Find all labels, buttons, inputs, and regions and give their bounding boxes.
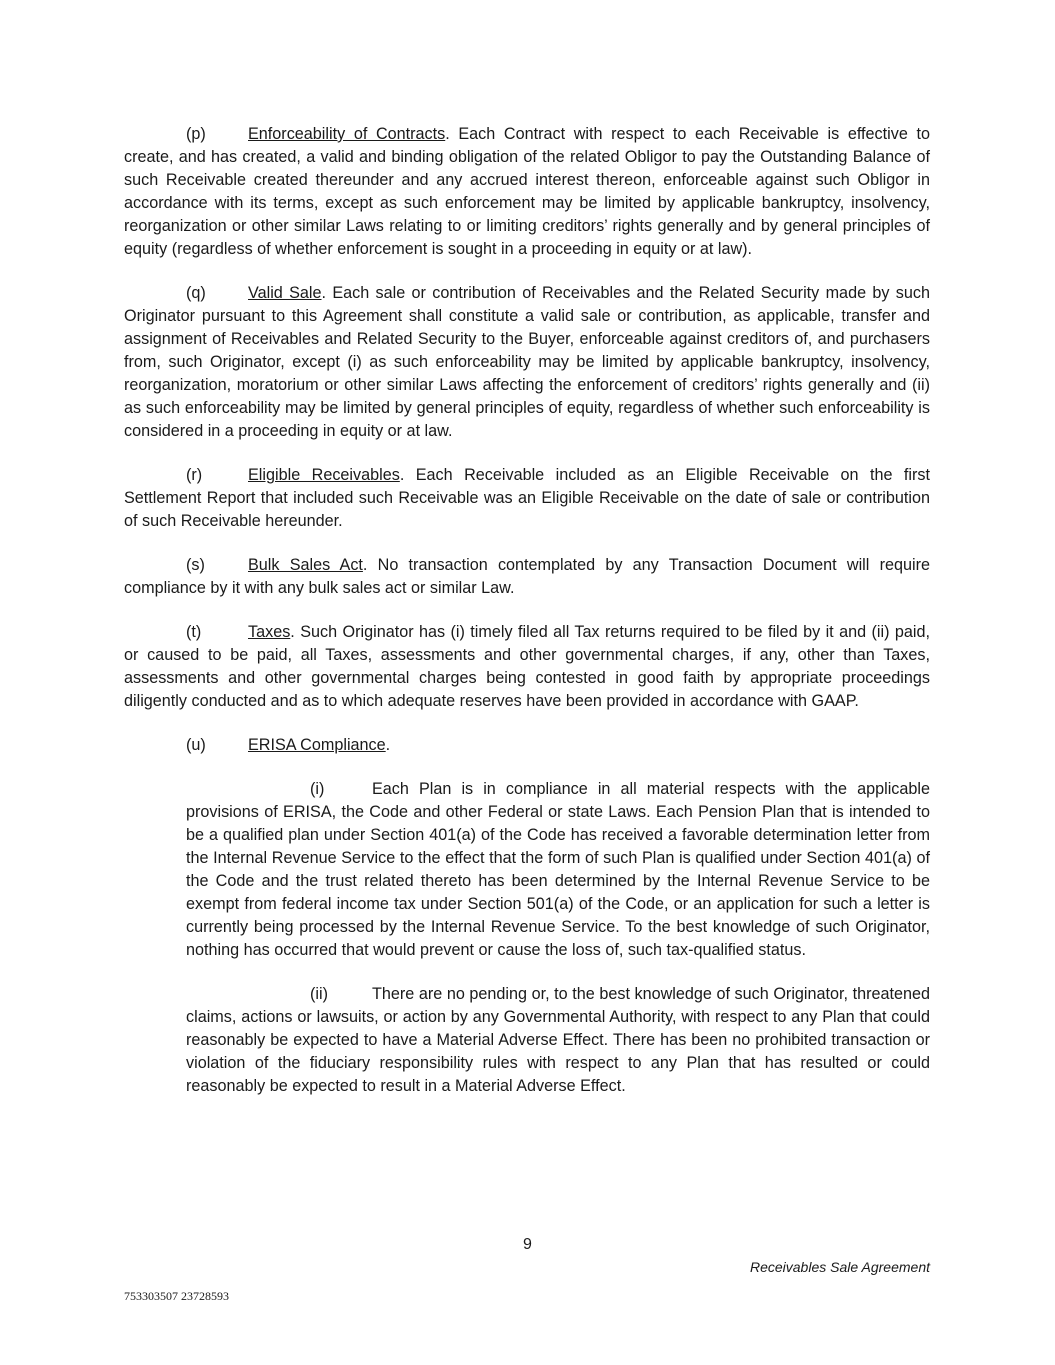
section-heading: Valid Sale [248,284,322,302]
footer-document-title: Receivables Sale Agreement [749,1259,930,1275]
section-heading: Taxes [248,623,291,641]
section-p [124,123,930,261]
section-r [124,464,930,533]
section-text: . [385,736,391,754]
subsection-u-ii [186,983,930,1098]
section-label: (p) [186,125,206,143]
section-s [124,554,930,600]
section-heading: ERISA Compliance [248,736,386,754]
section-label: (s) [186,556,205,574]
section-label: (u) [186,736,206,754]
subsection-text: There are no pending or, to the best knowledge of such Originator, threatened claims, actions or lawsuits, or action by any Governmental Authority, with respect to any Plan that could reasonably be expected to have a Material Adverse Effect. There has been no prohibited transaction or violation of the fiduciary responsibility rules with respect to any Plan that has resulted or could reasonably be expected to result in a Material Adverse Effect. [186,985,930,1095]
subsection-label: (i) [310,780,325,798]
subsection-label: (ii) [310,985,328,1003]
section-text: . Such Originator has (i) timely filed all Tax returns required to be filed by it and (ii) paid, or caused to be paid, all Taxes, assessments and other governmental charges, if any, other than Taxes, assessments and other governmental charges being contested in good faith by appropriate proceedings diligently conducted and as to which adequate reserves have been provided in accordance with GAAP. [124,623,930,710]
section-label: (q) [186,284,206,302]
document-id: 753303507 23728593 [124,1289,229,1303]
section-heading: Eligible Receivables [248,466,400,484]
section-label: (t) [186,623,202,641]
section-heading: Bulk Sales Act [248,556,363,574]
section-text: . Each sale or contribution of Receivables and the Related Security made by such Originator pursuant to this Agreement shall constitute a valid sale or contribution, as applicable, transfer and assignment of Receivables and Related Security to the Buyer, enforceable against creditors of, and purchasers from, such Originator, except (i) as such enforceability may be limited by applicable bankruptcy, insolvency, reorganization, moratorium or other similar Laws affecting the enforcement of creditors’ rights generally and (ii) as such enforceability may be limited by general principles of equity, regardless of whether such enforceability is considered in a proceeding in equity or at law. [124,284,930,440]
section-text: . No transaction contemplated by any Transaction Document will require compliance by it with any bulk sales act or similar Law. [124,556,930,597]
section-text: . Each Contract with respect to each Receivable is effective to create, and has created, a valid and binding obligation of the related Obligor to pay the Outstanding Balance of such Receivable created thereunder and any accrued interest thereon, enforceable against such Obligor in accordance with its terms, except as such enforcement may be limited by applicable bankruptcy, insolvency, reorganization or other similar Laws relating to or limiting creditors’ rights generally and by general principles of equity (regardless of whether enforcement is sought in a proceeding in equity or at law). [124,125,930,258]
section-t [124,621,930,713]
section-heading: Enforceability of Contracts [248,125,446,143]
section-u [124,734,930,757]
section-text: . Each Receivable included as an Eligible Receivable on the first Settlement Report that included such Receivable was an Eligible Receivable on the date of sale or contribution of such Receivable hereunder. [124,466,930,530]
document-body [124,123,930,1119]
page-number: 9 [523,1236,532,1253]
subsection-text: Each Plan is in compliance in all material respects with the applicable provisions of ERISA, the Code and other Federal or state Laws. Each Pension Plan that is intended to be a qualified plan under Section 401(a) of the Code has received a favorable determination letter from the Internal Revenue Service to the effect that the form of such Plan is qualified under Section 401(a) of the Code and the trust related thereto has been determined by the Internal Revenue Service to be exempt from federal income tax under Section 501(a) of the Code, or an application for such a letter is currently being processed by the Internal Revenue Service. To the best knowledge of such Originator, nothing has occurred that would prevent or cause the loss of, such tax-qualified status. [186,780,930,959]
subsection-u-i [186,778,930,962]
section-label: (r) [186,466,203,484]
section-q [124,282,930,443]
